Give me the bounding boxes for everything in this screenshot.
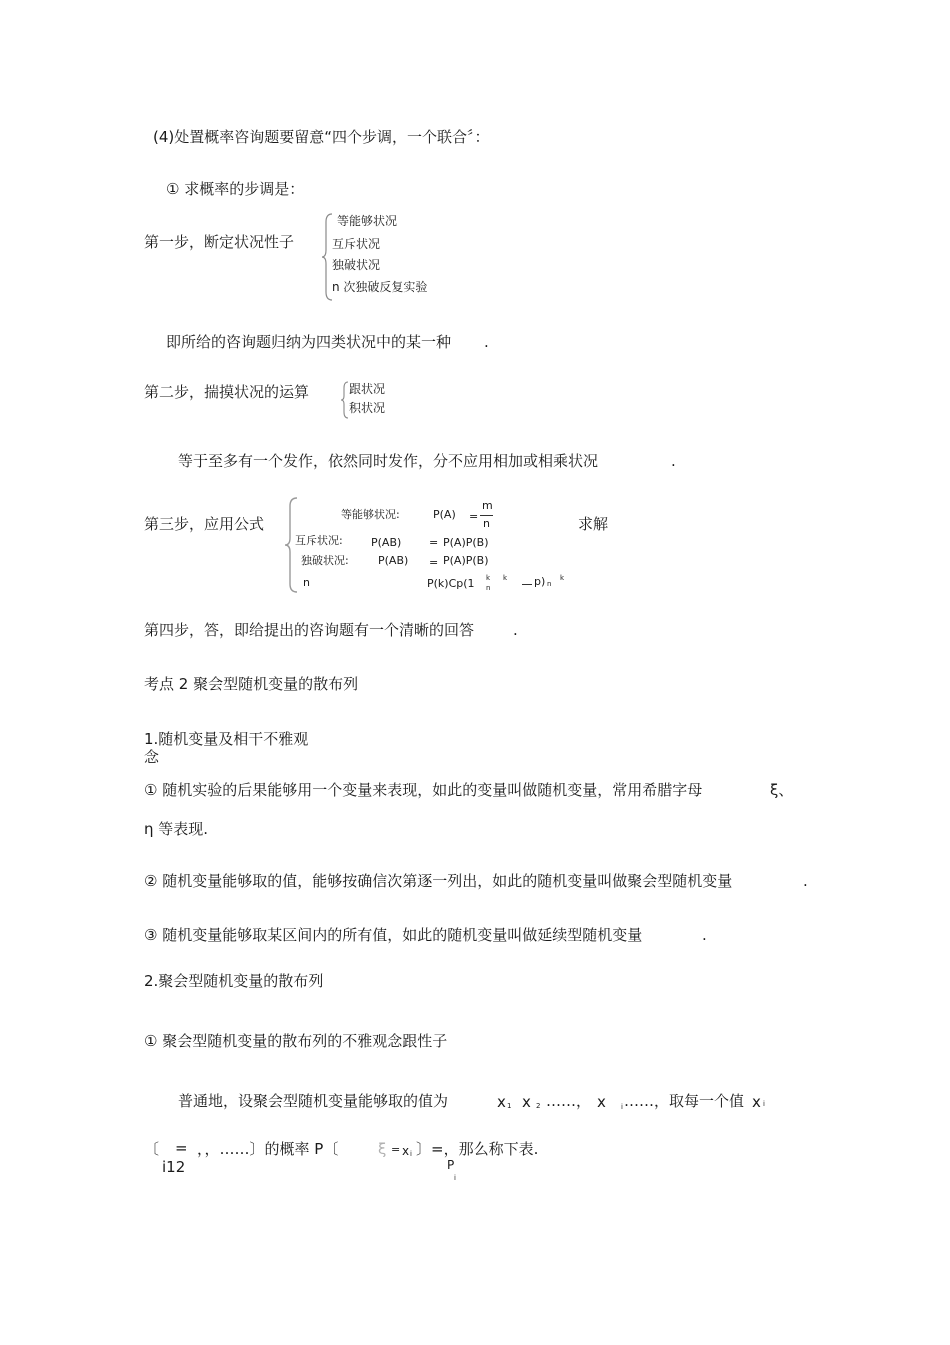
step1-label: 第一步，断定状况性子 (144, 233, 295, 251)
para1-cont: η 等表现. (144, 820, 209, 838)
subsection2-sub: ① 聚会型随机变量的散布列的不雅观念跟性子 (144, 1032, 448, 1050)
step1-item-independent: 独破状况 (332, 258, 381, 272)
formula-binomial-n: n (486, 584, 491, 592)
var-x1-sub: 1 (507, 1102, 512, 1110)
var-xi: x (597, 1093, 606, 1111)
var-x2: x (522, 1093, 531, 1111)
formula-binomial-k1: k (486, 574, 491, 582)
step2-item-sum: 跟状况 (349, 382, 386, 396)
para3-period: . (702, 926, 707, 944)
subsection1-title: 1.随机变量及相干不雅观 (144, 730, 309, 748)
formula-independent-eq: = (429, 556, 439, 569)
prob-x: x (402, 1144, 410, 1158)
prob-eq: = (175, 1139, 188, 1157)
para2-period: . (803, 872, 808, 890)
formula-exclusive-label: 互斥状况: (295, 534, 343, 547)
value-xi: x (752, 1093, 761, 1111)
step3-label: 第三步，应用公式 (144, 515, 265, 533)
fraction-bar (480, 515, 493, 516)
operation-line: 等于至多有一个发作，依然同时发作，分不应用相加或相乘状况 (178, 452, 599, 470)
minus-sign (522, 584, 532, 585)
subsection2-title: 2.聚会型随机变量的散布列 (144, 972, 324, 990)
step4-line: 第四步，答，即给提出的咨询题有一个清晰的回答 (144, 621, 475, 639)
para1-greek: ξ、 (770, 781, 794, 799)
formula-independent-label: 独破状况: (301, 554, 349, 567)
formula-exclusive-eq: = (429, 536, 439, 549)
formula-binomial-label: n (303, 576, 310, 589)
step4-period: . (513, 621, 518, 639)
prob-text: ，，……〕的概率 P〔 (197, 1140, 339, 1158)
formula-equal-label: 等能够状况: (341, 508, 400, 521)
formula-binomial-k2: k (503, 574, 508, 582)
formula-equal-eq: = (469, 510, 479, 523)
steps-heading: ① 求概率的步调是： (166, 180, 305, 198)
formula-independent-lhs: P(AB) (378, 554, 409, 567)
var-xi-sub: i (621, 1103, 623, 1111)
prob-p: P (447, 1158, 455, 1172)
intro-line: (4)处置概率咨询题要留意“四个步调，一个联合〞： (153, 128, 490, 146)
formula-binomial-exp-n: n (547, 580, 552, 588)
step2-label: 第二步，揣摸状况的运算 (144, 383, 310, 401)
prob-p-sub: i (454, 1174, 456, 1182)
general-tail: ……，取每一个值 (624, 1092, 745, 1110)
prob-eq2: = (391, 1143, 401, 1156)
formula-fraction-den: n (483, 517, 490, 530)
step1-item-repeated: n 次独破反复实验 (332, 280, 428, 294)
prob-x-sub: i (410, 1150, 412, 1158)
general-definition: 普通地，设聚会型随机变量能够取的值为 (178, 1092, 449, 1110)
solve-label: 求解 (578, 515, 609, 533)
formula-fraction-num: m (482, 499, 493, 512)
subsection1-title-cont: 念 (144, 748, 160, 766)
formula-binomial-lhs: P(k)Cp(1 (427, 577, 475, 590)
prob-close: 〕=，那么称下表. (416, 1140, 539, 1158)
section-kaodian2: 考点 2 聚会型随机变量的散布列 (144, 675, 359, 693)
formula-exclusive-lhs: P(AB) (371, 536, 402, 549)
formula-equal-lhs: P(A) (433, 508, 456, 521)
value-xi-sub: i (763, 1100, 765, 1108)
var-x2-sub: 2 (536, 1102, 541, 1110)
step1-item-equal: 等能够状况 (337, 214, 398, 228)
para3: ③ 随机变量能够取某区间内的所有值，如此的随机变量叫做延续型随机变量 (144, 926, 643, 944)
para1: ① 随机实验的后果能够用一个变量来表现，如此的变量叫做随机变量，常用希腊字母 (144, 781, 703, 799)
operation-period: . (671, 452, 676, 470)
formula-exclusive-rhs: P(A)P(B) (443, 536, 489, 549)
step2-item-product: 积状况 (349, 401, 386, 415)
formula-binomial-exp-k: k (560, 574, 565, 582)
prob-xi-symbol: ξ (378, 1140, 387, 1158)
classify-period: . (484, 333, 489, 351)
formula-independent-rhs: P(A)P(B) (443, 554, 489, 567)
classify-line: 即所给的咨询题归纳为四类状况中的某一种 (166, 333, 452, 351)
var-dots: ……， (546, 1092, 592, 1110)
step1-item-exclusive: 互斥状况 (332, 237, 381, 251)
var-x1: x (497, 1093, 506, 1111)
prob-index: i12 (162, 1158, 186, 1176)
prob-open: 〔 (144, 1140, 160, 1158)
formula-binomial-rhs: p) (534, 575, 546, 588)
para2: ② 随机变量能够取的值，能够按确信次第逐一列出，如此的随机变量叫做聚会型随机变量 (144, 872, 733, 890)
